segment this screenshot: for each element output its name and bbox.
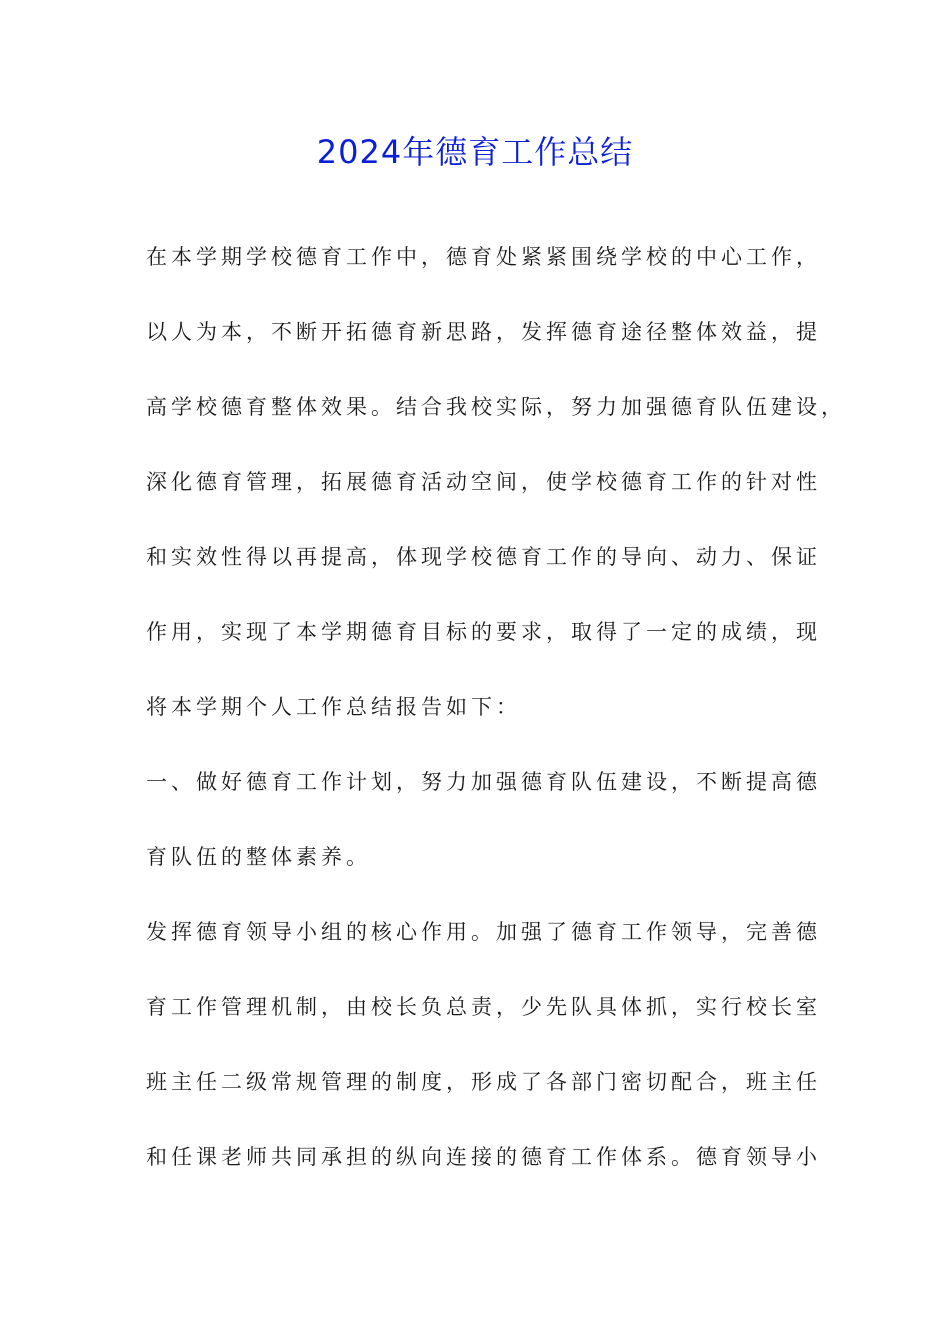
paragraph-line: 和实效性得以再提高，体现学校德育工作的导向、动力、保证: [146, 545, 821, 569]
paragraph-line: 班主任二级常规管理的制度，形成了各部门密切配合，班主任: [146, 1070, 821, 1094]
paragraph-line: 将本学期个人工作总结报告如下：: [146, 695, 521, 719]
paragraph-line: 在本学期学校德育工作中，德育处紧紧围绕学校的中心工作，: [146, 245, 821, 269]
paragraph-line: 作用，实现了本学期德育目标的要求，取得了一定的成绩，现: [146, 620, 821, 644]
section-heading-line: 一、做好德育工作计划，努力加强德育队伍建设，不断提高德: [146, 770, 821, 794]
paragraph-line: 育工作管理机制，由校长负总责，少先队具体抓，实行校长室: [146, 995, 821, 1019]
paragraph-line: 深化德育管理，拓展德育活动空间，使学校德育工作的针对性: [146, 470, 821, 494]
paragraph-line: 和任课老师共同承担的纵向连接的德育工作体系。德育领导小: [146, 1145, 821, 1169]
paragraph-line: 发挥德育领导小组的核心作用。加强了德育工作领导，完善德: [146, 920, 821, 944]
document-title: 2024年德育工作总结: [316, 133, 634, 171]
paragraph-line: 以人为本，不断开拓德育新思路，发挥德育途径整体效益，提: [146, 320, 821, 344]
paragraph-line: 高学校德育整体效果。结合我校实际，努力加强德育队伍建设，: [146, 395, 846, 419]
section-heading-line: 育队伍的整体素养。: [146, 845, 371, 869]
